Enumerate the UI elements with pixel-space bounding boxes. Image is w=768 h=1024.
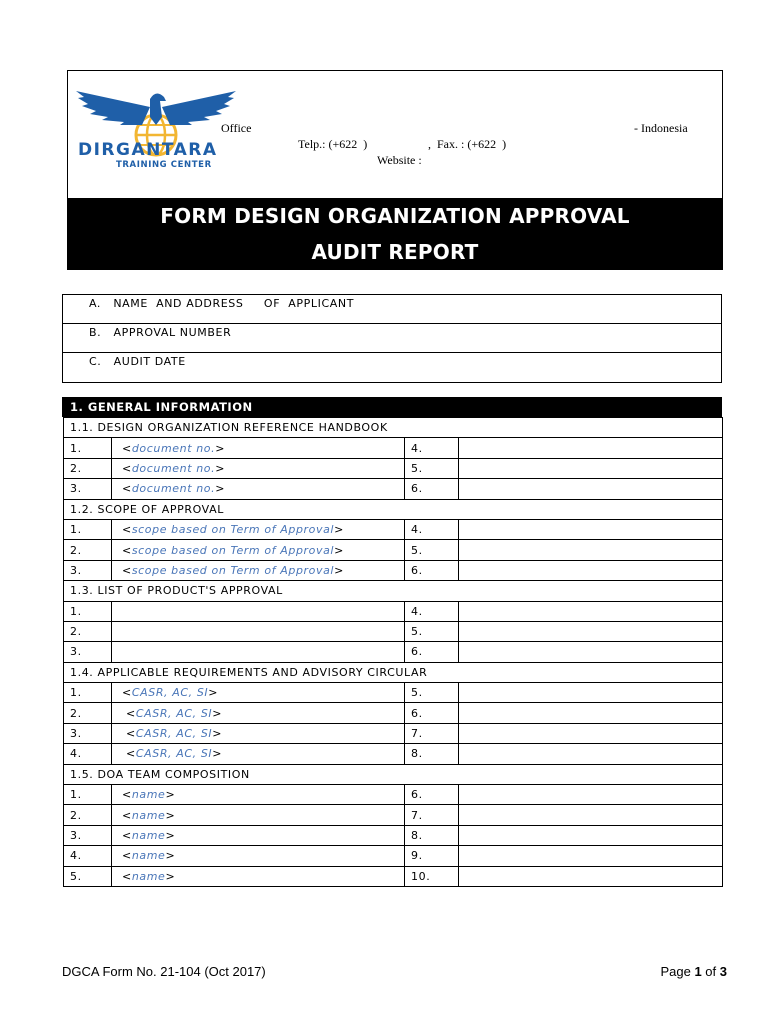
table-row (64, 805, 723, 825)
placeholder-text: name (131, 869, 166, 883)
row-number-left: 1. (64, 683, 112, 703)
table-row (64, 540, 723, 560)
bracket-close: > (212, 706, 223, 720)
bracket-open: < (122, 563, 132, 577)
entry-field-right[interactable] (459, 703, 723, 723)
entry-field-left[interactable] (112, 846, 405, 866)
telp-text: Telp.: (+622 ) (298, 137, 368, 151)
row-number-right: 4. (405, 519, 459, 539)
row-number-left: 3. (64, 723, 112, 743)
row-number-right: 5. (405, 621, 459, 641)
fax-text: , Fax. : (+622 ) (428, 137, 507, 151)
row-number-left: 1. (64, 438, 112, 458)
general-information-header: 1. GENERAL INFORMATION (62, 397, 722, 417)
entry-field-right[interactable] (459, 825, 723, 845)
entry-field-left[interactable] (112, 825, 405, 845)
row-number-left: 1. (64, 785, 112, 805)
placeholder-text: CASR, AC, SI (131, 686, 209, 700)
entry-field-left[interactable] (112, 683, 405, 703)
bracket-open: < (122, 829, 132, 842)
audit-date-row[interactable]: C. AUDIT DATE (89, 355, 186, 368)
entry-field-right[interactable] (459, 744, 723, 764)
entry-field-right[interactable] (459, 805, 723, 825)
table-row (64, 601, 723, 621)
row-number-right: 7. (405, 805, 459, 825)
table-row (64, 703, 723, 723)
bracket-close: > (215, 461, 226, 475)
bracket-close: > (334, 543, 344, 557)
placeholder-text: CASR, AC, SI (135, 727, 213, 741)
row-number-right: 5. (405, 458, 459, 478)
row-number-left: 4. (64, 846, 112, 866)
approval-number-row[interactable]: B. APPROVAL NUMBER (63, 324, 721, 353)
row-number-left: 5. (64, 866, 112, 886)
placeholder-text: document no. (131, 461, 216, 475)
entry-field-right[interactable] (459, 560, 723, 580)
bracket-close: > (165, 788, 176, 802)
bracket-open: < (122, 441, 132, 455)
bracket-close: > (215, 482, 226, 496)
entry-field-left[interactable] (112, 601, 405, 621)
row-number-left: 2. (64, 703, 112, 723)
row-number-right: 5. (405, 683, 459, 703)
bracket-open: < (122, 482, 132, 496)
row-number-right: 10. (405, 866, 459, 886)
page-of: of (701, 964, 720, 979)
bracket-close: > (212, 727, 223, 741)
bracket-open: < (126, 727, 136, 741)
table-row (64, 683, 723, 703)
bracket-open: < (122, 849, 132, 863)
entry-field-left[interactable] (112, 621, 405, 641)
table-row (64, 785, 723, 805)
footer-page-number (660, 964, 727, 979)
section-title-row (64, 581, 723, 601)
section-title: 1.4. APPLICABLE REQUIREMENTS AND ADVISORY CIRCULAR (64, 662, 723, 682)
table-row (64, 621, 723, 641)
entry-field-left[interactable] (112, 479, 405, 499)
title-line-1: FORM DESIGN ORGANIZATION APPROVAL (160, 204, 630, 228)
section-title: 1.1. DESIGN ORGANIZATION REFERENCE HANDBOOK (64, 418, 723, 438)
entry-field-right[interactable] (459, 438, 723, 458)
table-row (64, 438, 723, 458)
bracket-open: < (122, 543, 132, 557)
entry-field-right[interactable] (459, 479, 723, 499)
entry-field-right[interactable] (459, 866, 723, 886)
row-number-right: 6. (405, 479, 459, 499)
placeholder-text: scope based on Term of Approval (131, 563, 335, 577)
bracket-close: > (212, 747, 223, 761)
row-number-right: 6. (405, 560, 459, 580)
page-current: 1 (694, 964, 702, 979)
row-number-right: 8. (405, 825, 459, 845)
bracket-open: < (122, 788, 132, 802)
bracket-close: > (334, 563, 344, 577)
eagle-icon (76, 91, 236, 125)
placeholder-text: scope based on Term of Approval (131, 523, 335, 537)
page-total: 3 (719, 964, 727, 979)
row-number-right: 6. (405, 703, 459, 723)
entry-field-left[interactable] (112, 744, 405, 764)
bracket-close: > (165, 869, 176, 883)
country-text: - Indonesia (634, 121, 688, 135)
entry-field-right[interactable] (459, 785, 723, 805)
table-row (64, 519, 723, 539)
entry-field-left[interactable] (112, 703, 405, 723)
table-row (64, 560, 723, 580)
bracket-open: < (126, 747, 136, 761)
row-number-left: 2. (64, 621, 112, 641)
placeholder-text: document no. (131, 482, 216, 496)
section-title-row (64, 499, 723, 519)
bracket-open: < (122, 808, 132, 822)
bracket-open: < (126, 706, 136, 720)
entry-field-right[interactable] (459, 540, 723, 560)
title-line-2: AUDIT REPORT (311, 240, 479, 264)
row-number-left: 2. (64, 805, 112, 825)
row-number-right: 8. (405, 744, 459, 764)
row-number-right: 7. (405, 723, 459, 743)
placeholder-text: CASR, AC, SI (135, 747, 213, 761)
entry-field-left[interactable] (112, 560, 405, 580)
row-number-right: 9. (405, 846, 459, 866)
applicant-name-address-row[interactable]: A. NAME AND ADDRESS OF APPLICANT (63, 295, 721, 324)
row-number-right: 5. (405, 540, 459, 560)
logo-subtext: TRAINING CENTER (116, 160, 212, 170)
page-prefix: Page (660, 964, 695, 979)
row-number-right: 4. (405, 438, 459, 458)
row-number-right: 6. (405, 785, 459, 805)
footer-form-number: DGCA Form No. 21-104 (Oct 2017) (62, 964, 266, 979)
row-number-left: 1. (64, 519, 112, 539)
entry-field-left[interactable] (112, 785, 405, 805)
entry-field-right[interactable] (459, 683, 723, 703)
bracket-open: < (122, 461, 132, 475)
row-number-left: 3. (64, 479, 112, 499)
entry-field-left[interactable] (112, 805, 405, 825)
entry-field-right[interactable] (459, 642, 723, 662)
bracket-close: > (165, 808, 176, 822)
placeholder-text: document no. (131, 441, 216, 455)
entry-field-left[interactable] (112, 723, 405, 743)
table-row (64, 825, 723, 845)
placeholder-text: name (131, 808, 166, 822)
row-number-right: 6. (405, 642, 459, 662)
placeholder-text: name (131, 849, 166, 863)
table-row (64, 744, 723, 764)
placeholder-text: name (131, 829, 166, 842)
row-number-left: 3. (64, 825, 112, 845)
entry-field-right[interactable] (459, 621, 723, 641)
table-row (64, 479, 723, 499)
row-number-left: 1. (64, 601, 112, 621)
letterhead (67, 70, 723, 198)
entry-field-left[interactable] (112, 866, 405, 886)
bracket-close: > (165, 849, 176, 863)
entry-field-left[interactable] (112, 438, 405, 458)
website-text: Website : (377, 153, 422, 167)
dirgantara-logo (74, 85, 239, 170)
placeholder-text: scope based on Term of Approval (131, 543, 335, 557)
entry-field-right[interactable] (459, 519, 723, 539)
entry-field-left[interactable] (112, 540, 405, 560)
entry-field-left[interactable] (112, 458, 405, 478)
table-row (64, 458, 723, 478)
bracket-close: > (165, 829, 176, 842)
bracket-open: < (122, 869, 132, 883)
section-title-row (64, 418, 723, 438)
section-title-row (64, 764, 723, 784)
bracket-close: > (215, 441, 226, 455)
row-number-left: 3. (64, 642, 112, 662)
section-title: 1.3. LIST OF PRODUCT'S APPROVAL (64, 581, 723, 601)
row-number-left: 2. (64, 458, 112, 478)
table-row (64, 866, 723, 886)
office-label: Office (221, 121, 252, 135)
row-number-left: 4. (64, 744, 112, 764)
section-title: 1.5. DOA TEAM COMPOSITION (64, 764, 723, 784)
row-number-left: 3. (64, 560, 112, 580)
entry-field-left[interactable] (112, 519, 405, 539)
form-title (67, 198, 723, 270)
row-number-right: 4. (405, 601, 459, 621)
entry-field-left[interactable] (112, 642, 405, 662)
entry-field-right[interactable] (459, 458, 723, 478)
row-number-left: 2. (64, 540, 112, 560)
entry-field-right[interactable] (459, 601, 723, 621)
bracket-close: > (208, 686, 219, 700)
placeholder-text: CASR, AC, SI (135, 706, 213, 720)
table-row (64, 846, 723, 866)
section-title: 1.2. SCOPE OF APPROVAL (64, 499, 723, 519)
placeholder-text: name (131, 788, 166, 802)
table-row (64, 723, 723, 743)
bracket-open: < (122, 686, 132, 700)
table-row (64, 642, 723, 662)
entry-field-right[interactable] (459, 846, 723, 866)
entry-field-right[interactable] (459, 723, 723, 743)
section-title-row (64, 662, 723, 682)
logo-text: DIRGANTARA (78, 140, 218, 160)
applicant-info (62, 294, 722, 383)
general-information-table (63, 417, 723, 887)
bracket-open: < (122, 523, 132, 537)
bracket-close: > (334, 523, 344, 537)
